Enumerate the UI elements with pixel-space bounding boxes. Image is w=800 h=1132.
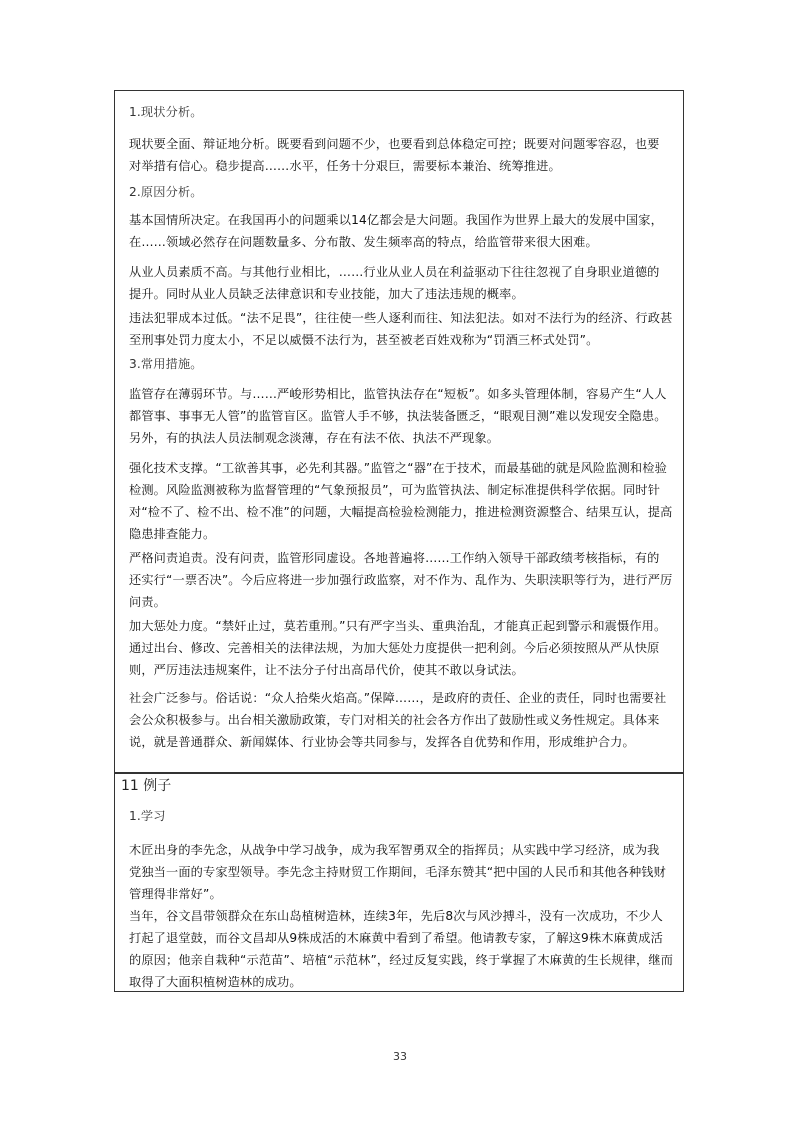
paragraph bbox=[129, 209, 673, 253]
paragraph bbox=[129, 687, 673, 753]
text-line: 的原因；他亲自栽种“示范苗”、培植“示范林”，经过反复实践，终于掌握了木麻黄的生长规律，继而 bbox=[129, 953, 674, 967]
paragraph bbox=[129, 547, 673, 613]
examples-section bbox=[114, 772, 684, 992]
paragraph bbox=[129, 307, 673, 351]
text-line: 管理得非常好”。 bbox=[129, 887, 222, 901]
text-line: 对举措有信心。稳步提高……水平，任务十分艰巨，需要标本兼治、统筹推进。 bbox=[129, 159, 561, 173]
text-line: 加大惩处力度。“禁奸止过，莫若重刑。”只有严字当头、重典治乱，才能真正起到警示和震慑作用。 bbox=[129, 619, 667, 633]
text-line: 社会广泛参与。俗话说：“众人拾柴火焰高。”保障……，是政府的责任、企业的责任，同时也需要社 bbox=[129, 691, 667, 705]
text-line: 会公众积极参与。出台相关激励政策，专门对相关的社会各方作出了鼓励性或义务性规定。具体来 bbox=[129, 713, 660, 727]
text-line: 对“检不了、检不出、检不准”的问题，大幅提高检验检测能力，推进检测资源整合、结果互认，提高 bbox=[129, 505, 673, 519]
text-line: 至刑事处罚力度太小，不足以威慑不法行为，甚至被老百姓戏称为“罚酒三杯式处罚”。 bbox=[129, 333, 599, 347]
text-line: 另外，有的执法人员法制观念淡薄，存在有法不依、执法不严现象。 bbox=[129, 431, 500, 445]
text-line: 监管存在薄弱环节。与……严峻形势相比，监管执法存在“短板”。如多头管理体制，容易产生“人人 bbox=[129, 387, 667, 401]
text-line: 检测。风险监测被称为监督管理的“气象预报员”，可为监管执法、制定标准提供科学依据。同时针 bbox=[129, 483, 661, 497]
text-line: 违法犯罪成本过低。“法不足畏”，往往使一些人逐利而往、知法犯法。如对不法行为的经济、行政甚 bbox=[129, 311, 673, 325]
text-line: 从业人员素质不高。与其他行业相比，……行业从业人员在利益驱动下往往忽视了自身职业道德的 bbox=[129, 265, 660, 279]
text-line: 严格问责追责。没有问责，监管形同虚设。各地普遍将……工作纳入领导干部政绩考核指标，有的 bbox=[129, 551, 660, 565]
text-line: 基本国情所决定。在我国再小的问题乘以14亿都会是大问题。我国作为世界上最大的发展中国家， bbox=[129, 213, 663, 227]
analysis-section bbox=[114, 90, 684, 774]
text-line: 在……领域必然存在问题数量多、分布散、发生频率高的特点，给监管带来很大困难。 bbox=[129, 235, 598, 249]
paragraph bbox=[129, 615, 673, 681]
paragraph bbox=[129, 457, 673, 545]
paragraph bbox=[129, 839, 673, 905]
text-line: 当年，谷文昌带领群众在东山岛植树造林，连续3年，先后8次与风沙搏斗，没有一次成功，不少人 bbox=[129, 909, 663, 923]
paragraph bbox=[129, 261, 673, 305]
paragraph bbox=[129, 383, 673, 449]
text-line: 问责。 bbox=[129, 595, 167, 609]
paragraph bbox=[129, 905, 673, 993]
heading-common-measures: 3.常用措施。 bbox=[129, 357, 203, 371]
text-line: 隐患排查能力。 bbox=[129, 527, 216, 541]
heading-cause-analysis: 2.原因分析。 bbox=[129, 185, 203, 199]
heading-status-analysis: 1.现状分析。 bbox=[129, 105, 203, 119]
text-line: 都管事、事事无人管”的监管盲区。监管人手不够，执法装备匮乏，“眼观目测”难以发现安全隐患。 bbox=[129, 409, 667, 423]
page-number: 33 bbox=[393, 1050, 407, 1063]
text-line: 通过出台、修改、完善相关的法律法规，为加大惩处力度提供一把利剑。今后必须按照从严从快原 bbox=[129, 641, 660, 655]
text-line: 提升。同时从业人员缺乏法律意识和专业技能，加大了违法违规的概率。 bbox=[129, 287, 524, 301]
paragraph bbox=[129, 133, 673, 177]
text-line: 取得了大面积植树造林的成功。 bbox=[129, 975, 302, 989]
text-line: 强化技术支撑。“工欲善其事，必先利其器。”监管之“器”在于技术，而最基础的就是风险监测和检验 bbox=[129, 461, 667, 475]
section-title: 11 例子 bbox=[121, 778, 172, 794]
text-line: 打起了退堂鼓，而谷文昌却从9株成活的木麻黄中看到了希望。他请教专家，了解这9株木麻黄成活 bbox=[129, 931, 663, 945]
heading-learning: 1.学习 bbox=[129, 809, 166, 823]
text-line: 说，就是普通群众、新闻媒体、行业协会等共同参与，发挥各自优势和作用，形成维护合力。 bbox=[129, 735, 635, 749]
text-line: 现状要全面、辩证地分析。既要看到问题不少，也要看到总体稳定可控；既要对问题零容忍，也要 bbox=[129, 137, 660, 151]
text-line: 党独当一面的专家型领导。李先念主持财贸工作期间，毛泽东赞其“把中国的人民币和其他各种钱财 bbox=[129, 865, 666, 879]
text-line: 则，严厉违法违规案件，让不法分子付出高昂代价，使其不敢以身试法。 bbox=[129, 663, 524, 677]
text-line: 还实行“一票否决”。今后应将进一步加强行政监察，对不作为、乱作为、失职渎职等行为，进行严厉 bbox=[129, 573, 673, 587]
text-line: 木匠出身的李先念，从战争中学习战争，成为我军智勇双全的指挥员；从实践中学习经济，成为我 bbox=[129, 843, 660, 857]
